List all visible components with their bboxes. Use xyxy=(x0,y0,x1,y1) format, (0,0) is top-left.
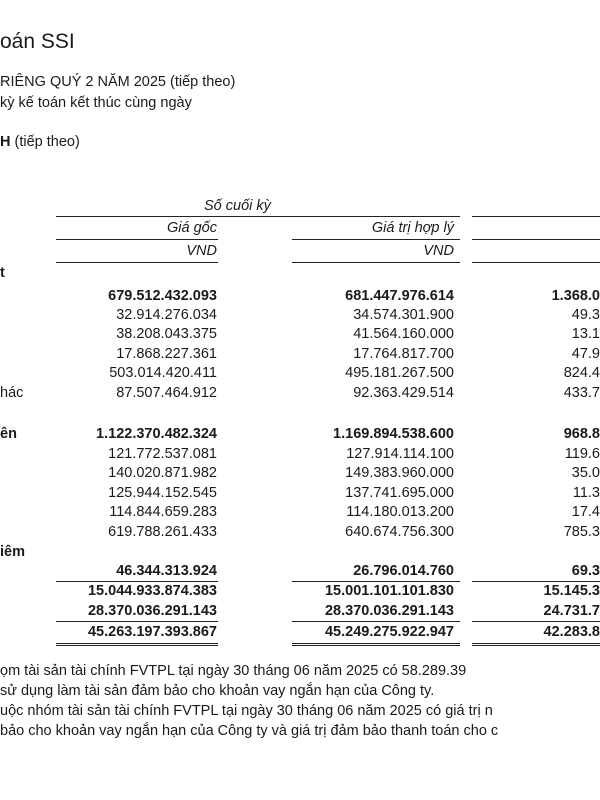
section-title-rest: (tiếp theo) xyxy=(10,134,80,150)
grand-total-line-1 xyxy=(56,643,218,646)
unit-underline-1 xyxy=(56,262,218,263)
footnote-3: uộc nhóm tài sản tài chính FVTPL tại ngày 30 tháng 06 năm 2025 có giá trị n xyxy=(0,703,493,719)
cell-cost: 17.868.227.361 xyxy=(116,346,217,362)
cell-cost: 87.507.464.912 xyxy=(116,385,217,401)
cell-fair-value: 1.169.894.538.600 xyxy=(333,426,454,442)
cell-cost: 140.020.871.982 xyxy=(108,465,217,481)
cell-prior-period-value: 119.6 xyxy=(564,446,600,462)
cell-cost: 1.122.370.482.324 xyxy=(96,426,217,442)
cell-fair-value: 114.180.013.200 xyxy=(346,504,454,520)
col-header-cost: Giá gốc xyxy=(167,220,217,236)
company-name: oán SSI xyxy=(0,30,75,53)
footnote-4: bảo cho khoản vay ngắn hạn của Công ty và giá trị đảm bảo thanh toán cho c xyxy=(0,723,499,739)
cell-prior-period-value: 24.731.7 xyxy=(543,603,600,619)
cell-prior-period-value: 824.4 xyxy=(563,365,600,381)
grand-total-line-3 xyxy=(472,643,600,646)
cell-fair-value: 41.564.160.000 xyxy=(353,326,454,342)
subtotal-line-1 xyxy=(56,581,218,582)
report-period: kỳ kế toán kết thúc cùng ngày xyxy=(0,95,192,111)
col-header-fair-value: Giá trị hợp lý xyxy=(371,220,454,236)
cell-prior-period-value: 49.3 xyxy=(571,307,600,323)
cell-prior-period-value: 42.283.8 xyxy=(543,624,600,640)
cell-prior-period-value: 433.7 xyxy=(563,385,600,401)
group-header-underline-right xyxy=(472,216,600,217)
cell-fair-value: 17.764.817.700 xyxy=(353,346,454,362)
row-label: t xyxy=(0,265,5,281)
cell-prior-period-value: 13.1 xyxy=(571,326,600,342)
group-header: Số cuối kỳ xyxy=(204,198,271,214)
cell-cost: 38.208.043.375 xyxy=(116,326,217,342)
row-label: iêm xyxy=(0,544,25,560)
cell-cost: 121.772.537.081 xyxy=(108,446,217,462)
footnote-1: ọm tài sản tài chính FVTPL tại ngày 30 tháng 06 năm 2025 có 58.289.39 xyxy=(0,663,467,679)
report-title: RIÊNG QUÝ 2 NĂM 2025 (tiếp theo) xyxy=(0,74,236,90)
unit-underline-3 xyxy=(472,262,600,263)
cell-cost: 114.844.659.283 xyxy=(109,504,217,520)
cell-fair-value: 681.447.976.614 xyxy=(345,288,454,304)
cell-fair-value: 149.383.960.000 xyxy=(345,465,454,481)
unit-fair-value: VND xyxy=(423,243,454,259)
col-header-underline-3 xyxy=(472,239,600,240)
cell-fair-value: 28.370.036.291.143 xyxy=(324,603,454,619)
col-header-underline-2 xyxy=(292,239,460,240)
cell-fair-value: 127.914.114.100 xyxy=(346,446,454,462)
subtotal-line-3 xyxy=(472,581,600,582)
cell-prior-period-value: 15.145.3 xyxy=(543,583,600,599)
col-header-underline-1 xyxy=(56,239,218,240)
cell-fair-value: 15.001.101.101.830 xyxy=(324,583,454,599)
cell-prior-period-value: 17.4 xyxy=(571,504,600,520)
cell-prior-period-value: 47.9 xyxy=(571,346,600,362)
cell-cost: 619.788.261.433 xyxy=(108,524,217,540)
cell-prior-period-value: 35.0 xyxy=(571,465,600,481)
cell-cost: 45.263.197.393.867 xyxy=(87,624,217,640)
cell-cost: 28.370.036.291.143 xyxy=(87,603,217,619)
total-line-3 xyxy=(472,621,600,622)
cell-prior-period-value: 968.8 xyxy=(563,426,600,442)
footnote-2: sử dụng làm tài sản đảm bảo cho khoản vay ngắn hạn của Công ty. xyxy=(0,683,435,699)
subtotal-line-2 xyxy=(292,581,460,582)
row-label: hác xyxy=(0,385,24,401)
cell-prior-period-value: 11.3 xyxy=(572,485,600,501)
cell-fair-value: 92.363.429.514 xyxy=(353,385,454,401)
group-header-underline xyxy=(56,216,460,217)
cell-fair-value: 45.249.275.922.947 xyxy=(324,624,454,640)
cell-prior-period-value: 785.3 xyxy=(563,524,600,540)
cell-prior-period-value: 69.3 xyxy=(571,563,600,579)
unit-underline-2 xyxy=(292,262,460,263)
cell-fair-value: 26.796.014.760 xyxy=(353,563,454,579)
cell-cost: 679.512.432.093 xyxy=(108,288,217,304)
grand-total-line-2 xyxy=(292,643,460,646)
cell-cost: 46.344.313.924 xyxy=(116,563,217,579)
cell-fair-value: 34.574.301.900 xyxy=(353,307,454,323)
total-line-2 xyxy=(292,621,460,622)
cell-fair-value: 137.741.695.000 xyxy=(345,485,454,501)
cell-cost: 32.914.276.034 xyxy=(116,307,217,323)
cell-cost: 125.944.152.545 xyxy=(108,485,217,501)
cell-cost: 15.044.933.874.383 xyxy=(87,583,217,599)
cell-fair-value: 640.674.756.300 xyxy=(345,524,454,540)
cell-prior-period-value: 1.368.0 xyxy=(551,288,600,304)
cell-fair-value: 495.181.267.500 xyxy=(345,365,454,381)
section-title xyxy=(0,134,80,150)
row-label: ên xyxy=(0,426,17,442)
total-line-1 xyxy=(56,621,218,622)
unit-cost: VND xyxy=(186,243,217,259)
cell-cost: 503.014.420.411 xyxy=(109,365,217,381)
section-title-bold: H xyxy=(0,134,11,150)
